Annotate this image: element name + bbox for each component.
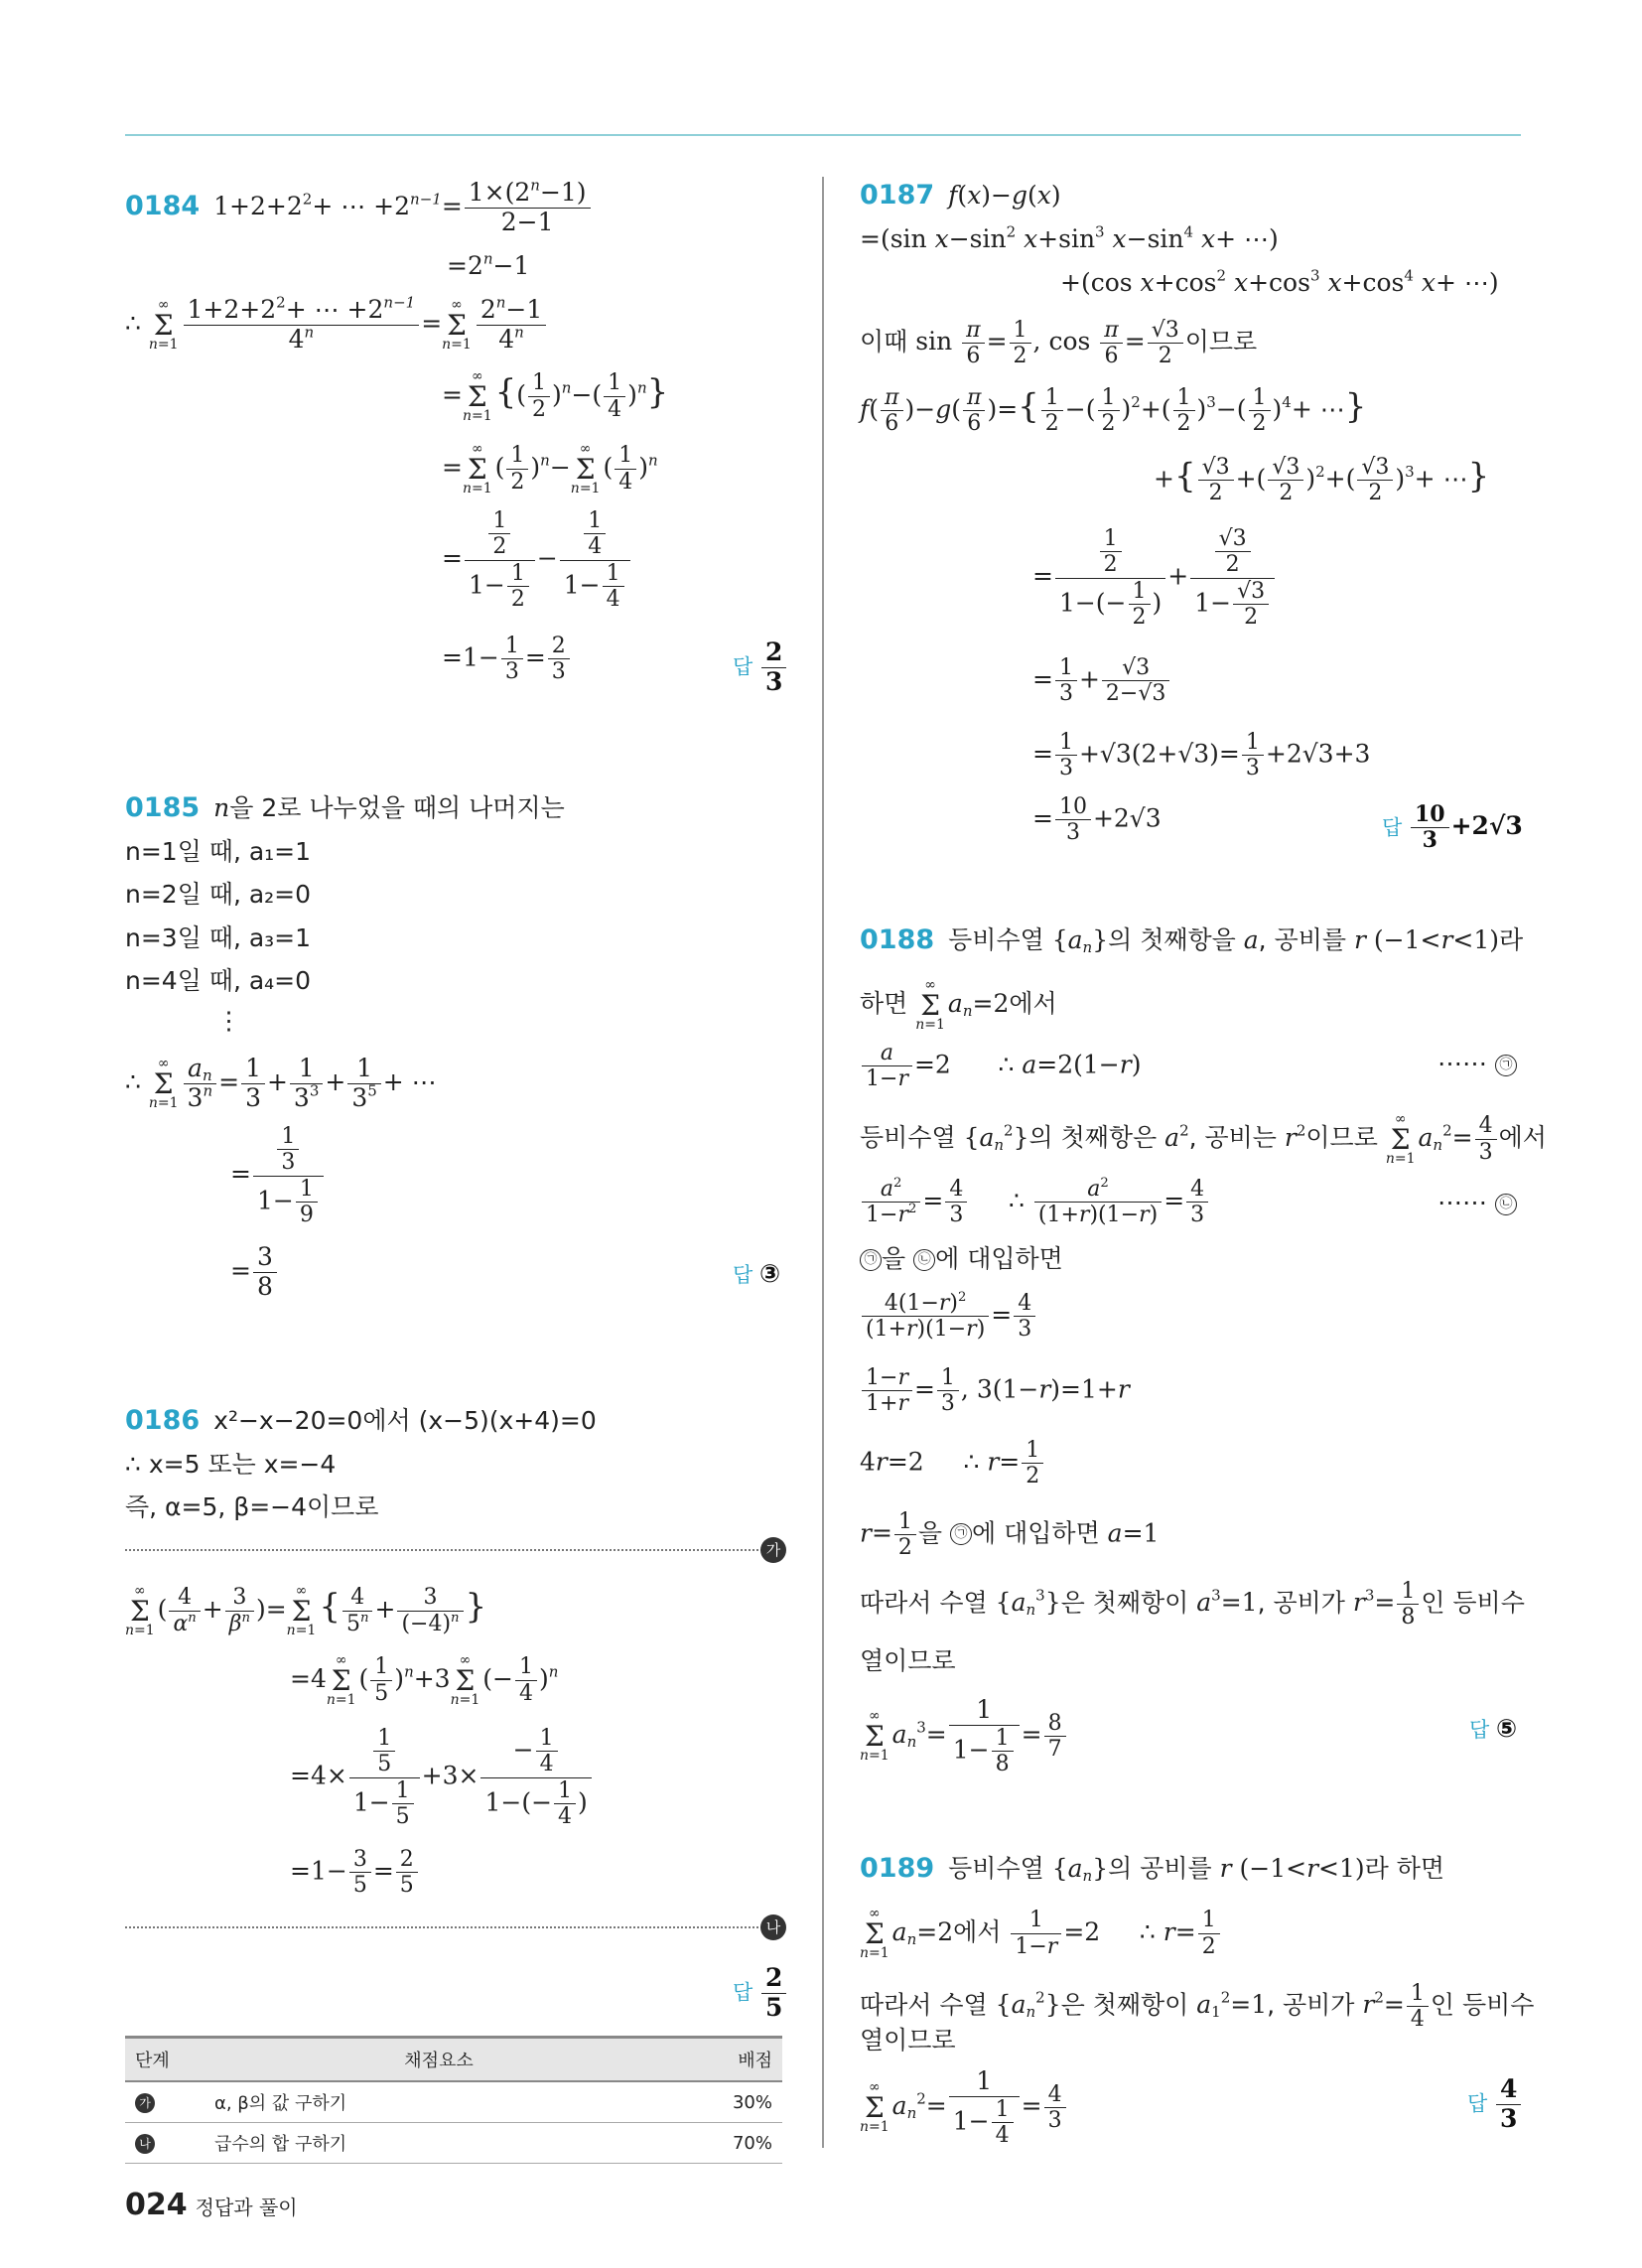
answer-0189: 답 $\frac{4}{3}$: [1467, 2075, 1523, 2134]
problem-number: 0185: [125, 792, 201, 823]
table-row: 가 α, β의 값 구하기 30%: [125, 2081, 782, 2123]
step-marker-1: 가: [760, 1537, 786, 1563]
dotted-separator: [125, 1926, 770, 1928]
problem-number: 0187: [860, 180, 935, 211]
problem-number: 0189: [860, 1853, 935, 1884]
step-marker-2: 나: [760, 1914, 786, 1940]
answer-0186: 답 $\frac{2}{5}$: [733, 1964, 788, 2023]
column-divider: [822, 177, 824, 2148]
dotted-separator: [125, 1549, 770, 1551]
answer-0188: 답 ⑤: [1469, 1714, 1518, 1743]
page-number: 024: [125, 2188, 188, 2222]
answer-0185: 답 ③: [733, 1259, 781, 1288]
footer-label: 정답과 풀이: [195, 2196, 298, 2219]
answer-0184: 답 $\frac{2}{3}$: [733, 638, 788, 697]
page-footer: [125, 2188, 298, 2222]
header-rule: [125, 134, 1521, 136]
problem-number: 0184: [125, 190, 201, 221]
table-row: 나 급수의 합 구하기 70%: [125, 2123, 782, 2164]
problem-number: 0188: [860, 924, 935, 955]
problem-number: 0186: [125, 1405, 201, 1436]
grading-table: 단계 채점요소 배점 가 α, β의 값 구하기 30% 나 급수의 합 구하기 70%: [125, 2036, 782, 2164]
answer-0187: 답 $\frac{10}{3}$ +2√3: [1382, 801, 1523, 854]
